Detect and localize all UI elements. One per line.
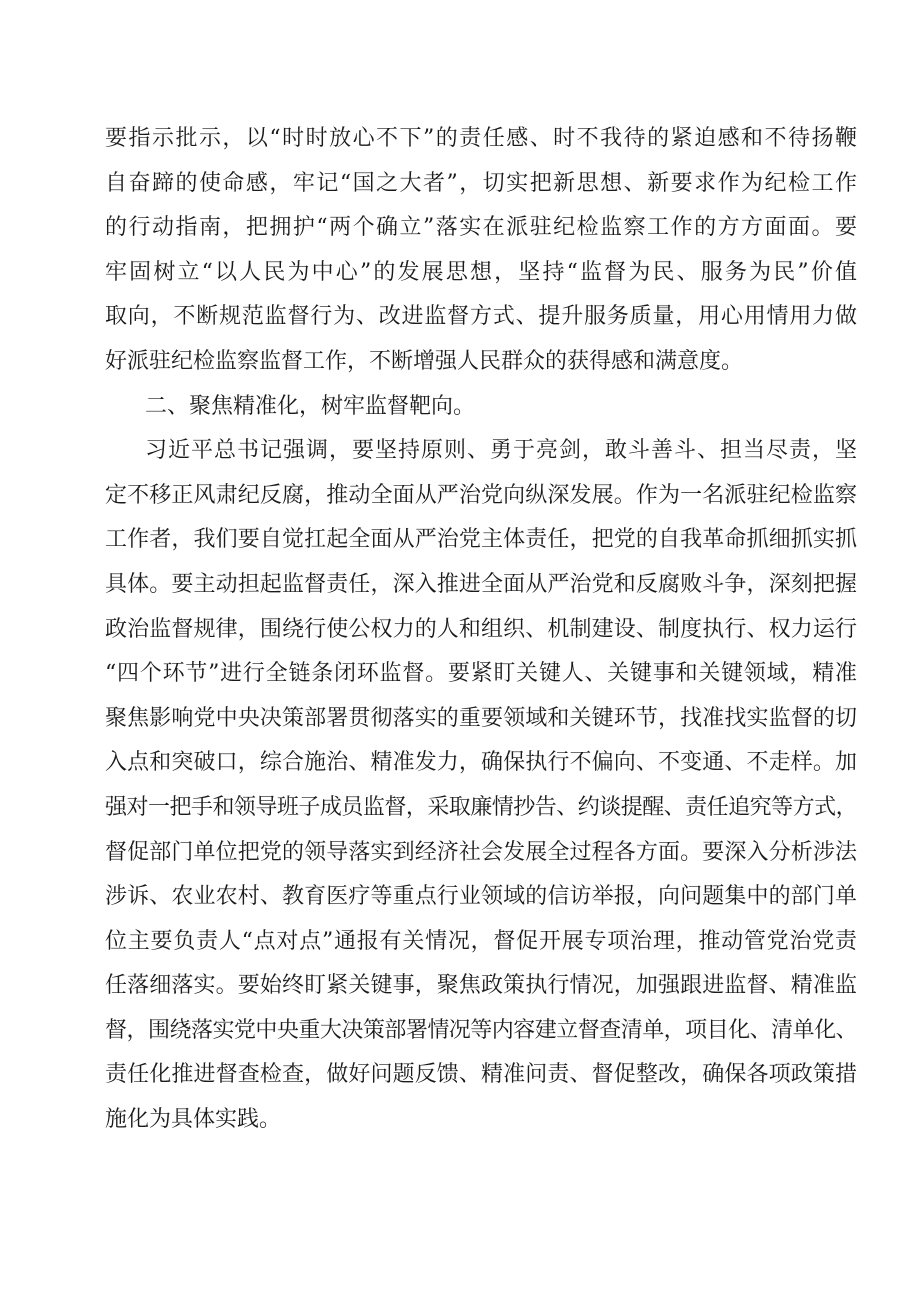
text-line: 自奋蹄的使命感，牢记“国之大者”，切实把新思想、新要求作为纪检工作 <box>105 170 857 196</box>
text-line: 施化为具体实践。 <box>105 1107 282 1133</box>
text-line: 好派驻纪检监察监督工作，不断增强人民群众的获得感和满意度。 <box>105 348 744 374</box>
body-text <box>105 117 857 1143</box>
text-line: 工作者，我们要自觉扛起全面从严治党主体责任，把党的自我革命抓细抓实抓 <box>105 527 857 553</box>
text-line: 位主要负责人“点对点”通报有关情况，督促开展专项治理，推动管党治党责 <box>105 928 857 954</box>
text-line: 督促部门单位把党的领导落实到经济社会发展全过程各方面。要深入分析涉法 <box>105 839 857 865</box>
text-line: 要指示批示，以“时时放心不下”的责任感、时不我待的紧迫感和不待扬鞭 <box>105 126 857 151</box>
text-line: 牢固树立“以人民为中心”的发展思想，坚持“监督为民、服务为民”价值 <box>105 259 857 285</box>
text-line: 入点和突破口，综合施治、精准发力，确保执行不偏向、不变通、不走样。加 <box>105 750 857 776</box>
text-line: 取向，不断规范监督行为、改进监督方式、提升服务质量，用心用情用力做 <box>105 304 857 330</box>
text-line: 强对一把手和领导班子成员监督，采取廉情抄告、约谈提醒、责任追究等方式， <box>105 794 857 820</box>
text-line: 督，围绕落实党中央重大决策部署情况等内容建立督查清单，项目化、清单化、 <box>105 1017 857 1043</box>
text-line: 的行动指南，把拥护“两个确立”落实在派驻纪检监察工作的方方面面。要 <box>105 215 857 241</box>
text-line: 任落细落实。要始终盯紧关键事，聚焦政策执行情况，加强跟进监督、精准监 <box>105 973 857 999</box>
paragraph-first-line: 二、聚焦精准化，树牢监督靶向。 <box>145 393 476 419</box>
text-line: 聚焦影响党中央决策部署贯彻落实的重要领域和关键环节，找准找实监督的切 <box>105 705 857 731</box>
text-line: 具体。要主动担起监督责任，深入推进全面从严治党和反腐败斗争，深刻把握 <box>105 571 857 597</box>
text-line: 责任化推进督查检查，做好问题反馈、精准问责、督促整改，确保各项政策措 <box>105 1062 857 1088</box>
text-line: 涉诉、农业农村、教育医疗等重点行业领域的信访举报，向问题集中的部门单 <box>105 884 857 910</box>
text-line: 定不移正风肃纪反腐，推动全面从严治党向纵深发展。作为一名派驻纪检监察 <box>105 482 857 508</box>
paragraph-first-line: 习近平总书记强调，要坚持原则、勇于亮剑，敢斗善斗、担当尽责，坚 <box>145 438 857 464</box>
text-line: “四个环节”进行全链条闭环监督。要紧盯关键人、关键事和关键领域，精准 <box>105 661 857 687</box>
text-line: 政治监督规律，围绕行使公权力的人和组织、机制建设、制度执行、权力运行 <box>105 616 857 642</box>
